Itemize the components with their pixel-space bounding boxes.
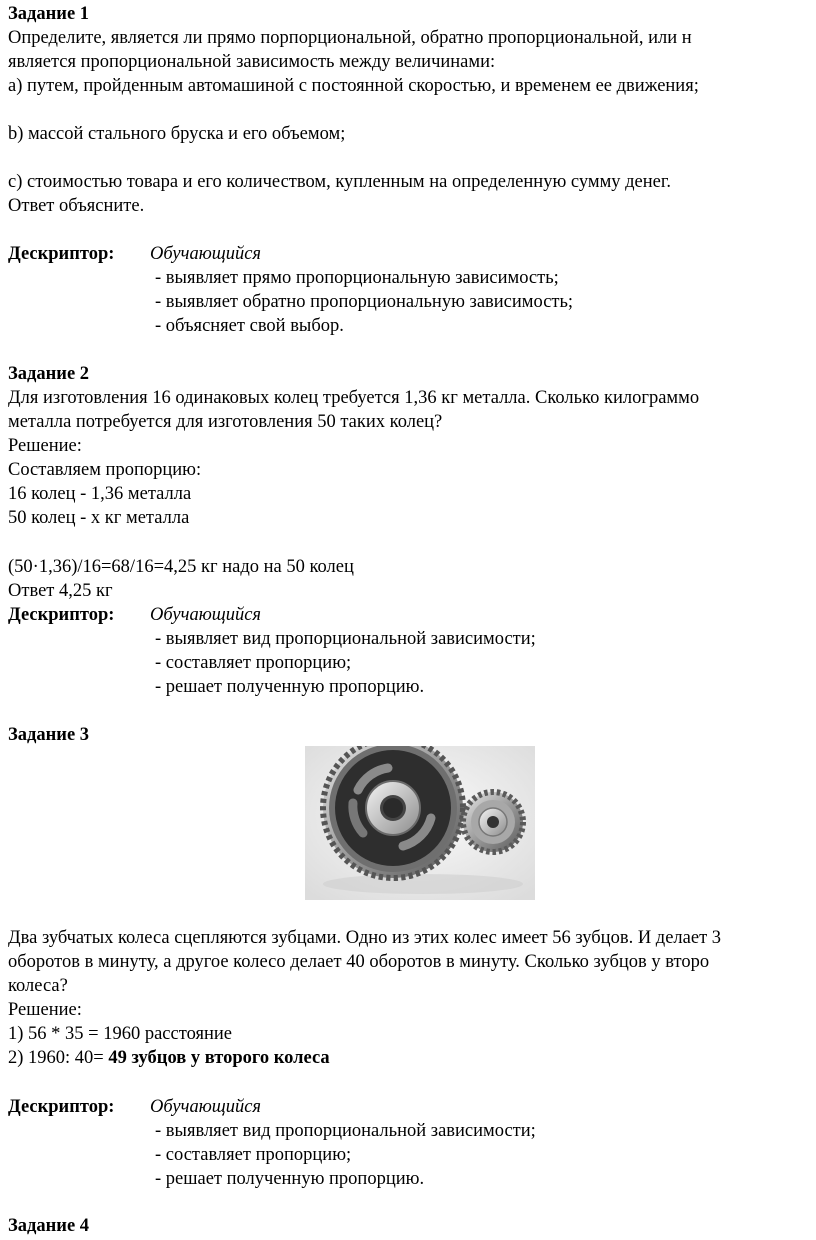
task2-title: Задание 2 [8, 364, 90, 384]
gears-icon [305, 746, 535, 900]
task1-text-line: Определите, является ли прямо порпорциональной, обратно пропорциональной, или н [8, 28, 692, 48]
task1-descriptor-label: Дескриптор: [8, 244, 115, 264]
task2-text-line: Для изготовления 16 одинаковых колец требуется 1,36 кг металла. Сколько килограммо [8, 388, 700, 408]
task3-text-line: оборотов в минуту, а другое колесо делает 40 оборотов в минуту. Сколько зубцов у второ [8, 952, 710, 972]
task3-solution-label: Решение: [8, 1000, 82, 1020]
task1-option-b: b) массой стального бруска и его объемом; [8, 124, 346, 144]
task1-option-a: a) путем, пройденным автомашиной с постоянной скоростью, и временем ее движения; [8, 76, 699, 96]
task2-descriptor-item: - решает полученную пропорцию. [155, 677, 425, 697]
task3-step-1: 1) 56 * 35 = 1960 расстояние [8, 1024, 232, 1044]
task1-option-c: c) стоимостью товара и его количеством, купленным на определенную сумму денег. [8, 172, 672, 192]
task2-answer: Ответ 4,25 кг [8, 581, 113, 601]
task1-text-line: Ответ объясните. [8, 196, 145, 216]
task3-text-line: колеса? [8, 976, 68, 996]
task3-descriptor-label: Дескриптор: [8, 1097, 115, 1117]
task3-step-2 [8, 1046, 330, 1070]
task3-descriptor-item: - выявляет вид пропорциональной зависимости; [155, 1121, 536, 1141]
task2-text-line: металла потребуется для изготовления 50 таких колец? [8, 412, 443, 432]
task1-descriptor-item: - выявляет прямо пропорциональную зависимость; [155, 268, 559, 288]
task3-title: Задание 3 [8, 725, 90, 745]
task2-calculation: (50·1,36)/16=68/16=4,25 кг надо на 50 колец [8, 557, 354, 577]
task2-solution-label: Решение: [8, 436, 82, 456]
gears-image [305, 746, 535, 900]
task1-descriptor-item: - выявляет обратно пропорциональную зависимость; [155, 292, 574, 312]
task2-descriptor-label: Дескриптор: [8, 605, 115, 625]
task1-text-line: является пропорциональной зависимость между величинами: [8, 52, 496, 72]
task3-text-line: Два зубчатых колеса сцепляются зубцами. Одно из этих колес имеет 56 зубцов. И делает 3 [8, 928, 722, 948]
task1-descriptor-item: - объясняет свой выбор. [155, 316, 344, 336]
task4-title: Задание 4 [8, 1216, 90, 1236]
task2-text-line: 50 колец - х кг металла [8, 508, 190, 528]
task2-text-line: Составляем пропорцию: [8, 460, 202, 480]
task2-descriptor-who: Обучающийся [150, 605, 262, 625]
task3-descriptor-who: Обучающийся [150, 1097, 262, 1117]
task1-title: Задание 1 [8, 4, 90, 24]
task2-descriptor-item: - выявляет вид пропорциональной зависимости; [155, 629, 536, 649]
task3-step-2-prefix: 2) 1960: 40= [8, 1048, 109, 1068]
task2-text-line: 16 колец - 1,36 металла [8, 484, 192, 504]
task3-descriptor-item: - составляет пропорцию; [155, 1145, 352, 1165]
task3-descriptor-item: - решает полученную пропорцию. [155, 1169, 425, 1189]
task3-answer-bold: 49 зубцов у второго колеса [108, 1048, 330, 1068]
task1-descriptor-who: Обучающийся [150, 244, 262, 264]
task2-descriptor-item: - составляет пропорцию; [155, 653, 352, 673]
